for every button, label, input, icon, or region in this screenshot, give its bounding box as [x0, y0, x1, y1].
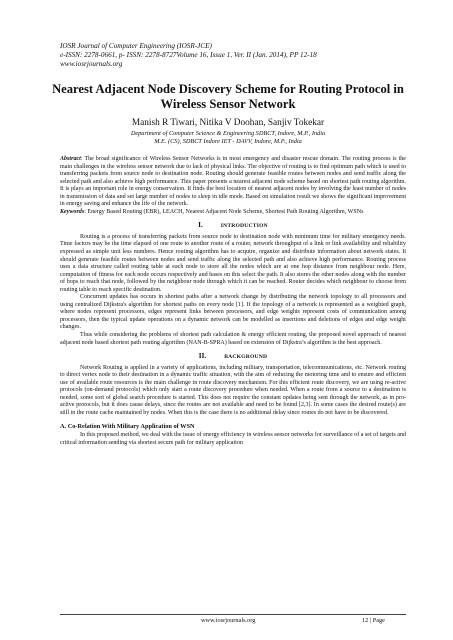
paper-title-line-1: Nearest Adjacent Node Discovery Scheme for Routing Protocol in: [52, 82, 404, 96]
section-heading-introduction: [60, 222, 406, 231]
section-title: BACKGROUND: [224, 354, 268, 361]
author-list: Manish R Tiwari, Nitika V Doohan, Sanjiv Tokekar: [131, 118, 325, 128]
abstract-text: : The broad significance of Wireless Sensor Networks is in most emergency and disaster rescue domain. The routing process is the main challenges in the wireless sensor network due to lack of physical links. The objective of routing is to find optimum path which is used to transferring packets from source node to destination node. Routing should generate feasible routes between nodes and send traffic along the selected path and also achieve high performance. This paper presents a nearest adjacent node scheme based on shortest path routing algorithm. It is plays an important role in energy conservation. It finds the best location of nearest adjacent nodes by involving the least number of nodes in transmission of data and set large number of nodes to sleep in idle mode. Based on simulation result we shows the significant improvement in energy saving and enhance the life of the network.: [60, 156, 406, 208]
subsection-heading-military: A. Co-Relation With Military Application of WSN: [60, 422, 195, 430]
intro-paragraph-1: Routing is a process of transferring packets from source node to destination node with minimum time for military emergency needs. Time factors may be the time elapsed of one route to another route of a router, network throughput of a link or link availability and reliability expressed as simple unit less numbers. Hence routing algorithm has to acquire, organize and distribute information about network states. It should generate feasible routes between nodes and send traffic along the selected path and also achieve high performance. Routing process uses a data structure called routing table at each node to store all the nodes which are at one hop distance from neighbour node. Here, computation of fitness for each node occurs respectively and bases on this select the path. It also stores the other nodes along with the number of hops to reach that node, followed by the neighbour node through which it can be reached. Router decides which neighbour to choose from routing table to reach specific destination.: [60, 233, 406, 293]
journal-issn: e-ISSN: 2278-0661, p- ISSN: 2278-8727Volume 16, Issue 1, Ver. II (Jan. 2014), PP 12-18: [60, 51, 317, 60]
page-number: 12 | Page: [362, 617, 385, 624]
paper-title-line-2: Wireless Sensor Network: [160, 97, 296, 111]
affiliation-line-2: M.E. (CS), SDBCT Indore IET - DAVV, Indore, M.P., India: [154, 138, 302, 146]
journal-url: www.iosrjournals.org: [60, 60, 123, 69]
section-title: INTRODUCTION: [220, 223, 268, 230]
section-number: I.: [198, 221, 203, 230]
paper-title: [52, 82, 404, 112]
abstract: [60, 156, 406, 209]
keywords-text: : Energy Based Routing (EBR), LEACH, Nearest Adjacent Node Scheme, Shortest Path Routing Algorithm, WSNs: [84, 208, 364, 215]
affiliation-line-1: Department of Computer Science & Engineering SDBCT, Indore, M.P., India: [130, 130, 326, 137]
journal-header: [60, 42, 317, 70]
keywords-label: Keywords: [60, 208, 85, 215]
intro-paragraph-2: Concurrent updates has occurs in shortest paths after a network change by distributing the network topology to all processors and using centralized Dijkstra's algorithm for shortest paths on every node [1]. If the topology of a network is represented as a weighted graph, where nodes represent processors, edges represent links between processors, and edge weights represent costs of communication among processors, then the typical update operations on a dynamic network can be modelled as insertions and deletions of edges and edge weight changes.: [60, 294, 406, 331]
footer-divider: [60, 614, 406, 615]
section-heading-background: [60, 353, 406, 362]
military-paragraph-1: In this proposed method, we deal with the issue of energy efficiency in wireless sensor networks for surveillance of a set of targets and critical information sending via shortest secure path for military application: [60, 432, 406, 446]
footer-url: www.iosrjournals.org: [201, 617, 256, 624]
journal-name: IOSR Journal of Computer Engineering (IOSR-JCE): [60, 42, 212, 50]
abstract-label: Abstract: [60, 156, 81, 162]
intro-paragraph-3: Thus while considering the problems of shortest path calculation & energy efficient routing, the proposed novel approach of nearest adjacent node based shortest path routing algorithm (NAN-B-SPRA) based on extension of Dijkstra’s algorithm is the best approach.: [60, 332, 406, 346]
author-affiliation: [52, 130, 404, 146]
keywords: [60, 209, 406, 217]
section-number: II.: [198, 352, 207, 361]
background-paragraph-1: Network Routing is applied in a variety of applications, including military, transportation, telecommunications, etc. Network routing to direct vertex node to their destination in a dynamic traffic situation, with the aim of reducing the motoring time and to ensure and efficient use of available route resources is the main challenge in route discovery mechanism. For this efficient route discovery, we are using re-active protocols (on-demand protocols) which only start a route discovery procedure when needed. When a route from a source to a destination is needed, some sort of global search procedure is started. This does not require the constant updates being sent through the network, as in pro-active protocols, but it does cause delays, since the routes are not available and need to be found [2,3]. In some cases the desired route(s) are still in the route cache maintained by nodes. When this is the case there is no additional delay since routes do not have to be discovered.: [60, 364, 406, 416]
paper-body: [60, 156, 406, 447]
